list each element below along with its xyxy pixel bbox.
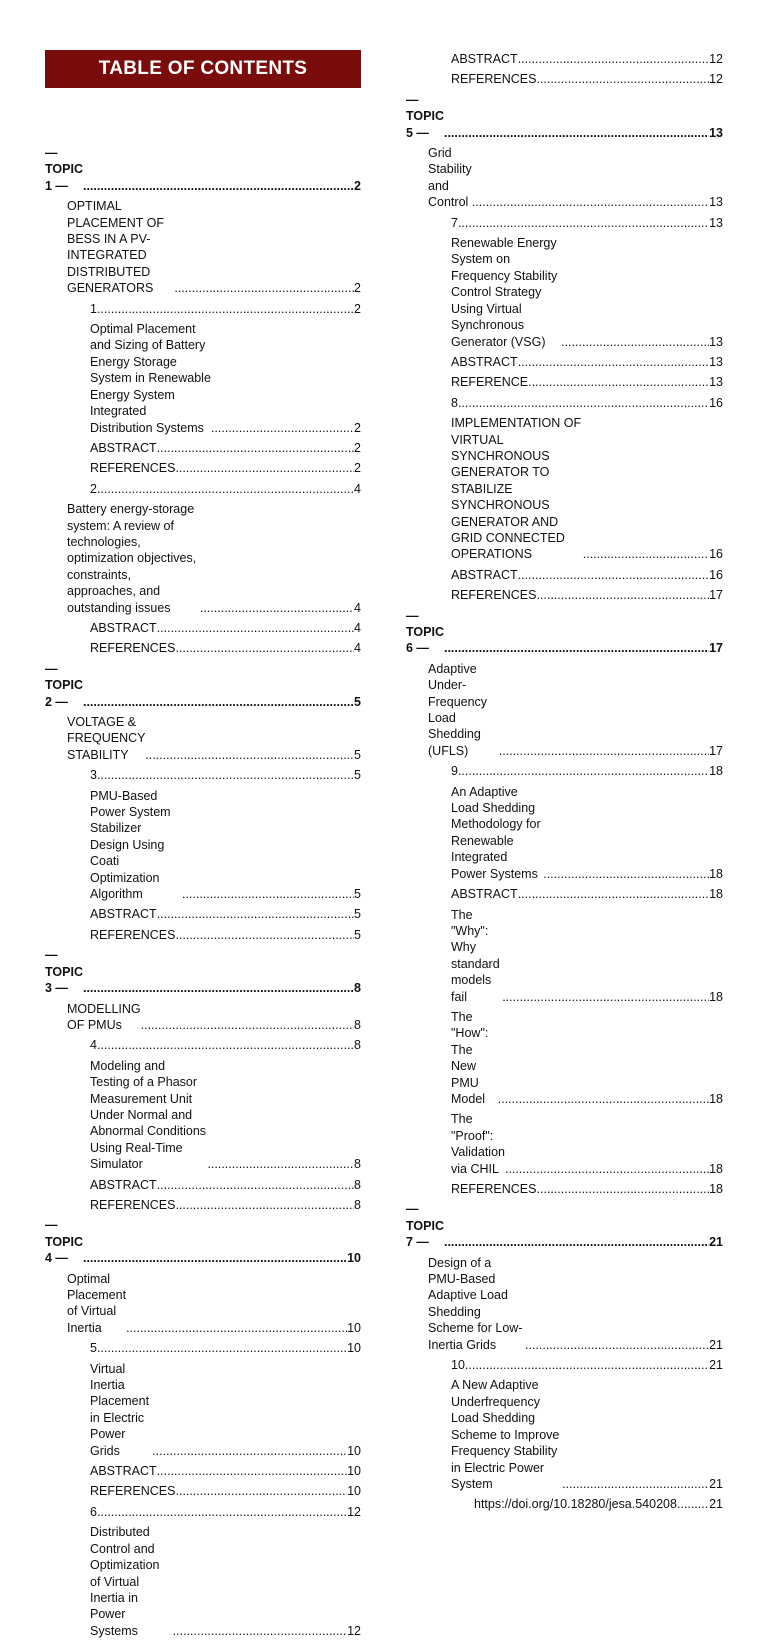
- toc-entry-text: 4: [90, 1038, 97, 1053]
- toc-page-number: 17: [709, 588, 723, 603]
- toc-page-number: 13: [709, 125, 723, 140]
- toc-dot-leader: [528, 374, 709, 390]
- toc-page-number: 18: [709, 989, 723, 1004]
- toc-dot-leader: [518, 51, 709, 67]
- toc-entry-text: REFERENCES: [451, 1182, 537, 1196]
- toc-page-number: 5: [354, 694, 361, 709]
- toc-entry-text: — TOPIC 2 —: [45, 661, 83, 709]
- toc-entry-text: 10: [451, 1358, 465, 1373]
- toc-entry[interactable]: [406, 1253, 723, 1355]
- toc-left-column: [45, 143, 361, 1641]
- toc-entry-text: Distributed Control and Optimization of Virtual Inertia in Power Systems: [90, 1525, 160, 1638]
- toc-page-number: 2: [354, 301, 361, 316]
- toc-entry-text: REFERENCES: [451, 588, 537, 603]
- toc-entry[interactable]: [45, 1522, 361, 1641]
- toc-entry[interactable]: [45, 319, 361, 438]
- toc-entry[interactable]: [45, 1175, 361, 1195]
- toc-entry-text: The "Proof": Validation via CHIL: [451, 1112, 505, 1176]
- toc-dot-leader: [83, 694, 354, 710]
- toc-dot-leader: [502, 989, 709, 1005]
- toc-page-number: 16: [709, 567, 723, 582]
- toc-page-number: 12: [709, 72, 723, 87]
- toc-entry-text: 5: [90, 1341, 97, 1356]
- toc-topic-entry[interactable]: [406, 1199, 723, 1252]
- toc-dot-leader: [83, 1250, 347, 1266]
- toc-dot-leader: [175, 1197, 354, 1213]
- toc-dot-leader: [211, 420, 354, 436]
- toc-entry-text: Optimal Placement and Sizing of Battery Energy Storage System in Renewable Energy System Integrated Distribution Systems: [90, 322, 211, 435]
- toc-dot-leader: [562, 1476, 709, 1492]
- toc-page-number: 2: [354, 420, 361, 435]
- toc-entry[interactable]: [406, 1007, 723, 1109]
- toc-page-number: 10: [347, 1341, 361, 1356]
- toc-page-number: 17: [709, 641, 723, 656]
- toc-entry-text: 3: [90, 768, 97, 783]
- toc-dot-leader: [97, 1340, 347, 1356]
- toc-entry[interactable]: [406, 352, 723, 372]
- toc-page-number: 4: [354, 641, 361, 656]
- toc-page-number: 5: [354, 768, 361, 783]
- toc-entry[interactable]: [406, 393, 723, 413]
- toc-entry[interactable]: [45, 499, 361, 618]
- toc-dot-leader: [157, 620, 354, 636]
- toc-entry-text: — TOPIC 4 —: [45, 1218, 83, 1266]
- toc-entry-text: A New Adaptive Underfrequency Load Shedding Scheme to Improve Frequency Stability in Electric Power System: [451, 1378, 560, 1491]
- toc-entry-text: MODELLING OF PMUs: [67, 1001, 141, 1032]
- toc-page-number: 21: [709, 1235, 723, 1250]
- toc-entry-text: — TOPIC 7 —: [406, 1202, 444, 1250]
- toc-entry-text: ABSTRACT: [451, 567, 518, 582]
- toc-title-banner: [45, 50, 361, 88]
- toc-dot-leader: [444, 125, 709, 141]
- toc-entry-text: The "Why": Why standard models fail: [451, 907, 500, 1004]
- toc-page-number: 16: [709, 547, 723, 562]
- toc-entry[interactable]: [406, 1109, 723, 1179]
- toc-page-number: 18: [709, 1091, 723, 1106]
- toc-dot-leader: [498, 1091, 709, 1107]
- toc-dot-leader: [157, 1177, 354, 1193]
- toc-entry[interactable]: [45, 299, 361, 319]
- toc-entry-text: — TOPIC 3 —: [45, 948, 83, 996]
- toc-entry-text: Adaptive Under-Frequency Load Shedding (UFLS): [428, 661, 488, 758]
- toc-page-number: 16: [709, 395, 723, 410]
- toc-entry-text: Virtual Inertia Placement in Electric Power Grids: [90, 1361, 150, 1458]
- toc-entry[interactable]: [45, 638, 361, 658]
- toc-topic-entry[interactable]: [406, 606, 723, 659]
- toc-entry-text: Battery energy-storage system: A review of technologies, optimization objectives, constraints, approaches, and outstanding issues: [67, 502, 197, 615]
- toc-entry[interactable]: [45, 1502, 361, 1522]
- toc-entry[interactable]: [45, 618, 361, 638]
- toc-dot-leader: [97, 1504, 347, 1520]
- toc-entry[interactable]: [45, 1195, 361, 1215]
- toc-dot-leader: [83, 178, 354, 194]
- toc-page-number: 4: [354, 481, 361, 496]
- toc-dot-leader: [472, 194, 709, 210]
- toc-page-number: 2: [354, 461, 361, 476]
- toc-page-number: 13: [709, 195, 723, 210]
- toc-entry[interactable]: [45, 1035, 361, 1055]
- toc-page-number: 2: [354, 440, 361, 455]
- toc-page-number: 13: [709, 215, 723, 230]
- toc-page-number: 2: [354, 178, 361, 193]
- toc-page-number: 4: [354, 620, 361, 635]
- toc-entry[interactable]: [45, 712, 361, 765]
- toc-page-number: 17: [709, 743, 723, 758]
- toc-entry[interactable]: [406, 884, 723, 904]
- toc-entry[interactable]: [45, 438, 361, 458]
- toc-entry[interactable]: [45, 904, 361, 924]
- toc-entry[interactable]: [406, 1375, 723, 1494]
- toc-entry[interactable]: [406, 905, 723, 1007]
- toc-page-number: 21: [709, 1358, 723, 1373]
- toc-page-number: 18: [709, 1161, 723, 1176]
- toc-dot-leader: [175, 1483, 347, 1499]
- toc-page-number: 5: [354, 907, 361, 922]
- toc-dot-leader: [444, 640, 709, 656]
- toc-page-number: 10: [347, 1251, 361, 1266]
- toc-entry[interactable]: [406, 69, 723, 89]
- toc-dot-leader: [518, 886, 709, 902]
- toc-topic-entry[interactable]: [45, 945, 361, 998]
- toc-entry-text: Design of a PMU-Based Adaptive Load Shedding Scheme for Low-Inertia Grids: [428, 1255, 523, 1352]
- toc-entry[interactable]: [45, 1359, 361, 1461]
- toc-entry-text: REFERENCE: [451, 375, 529, 390]
- toc-dot-leader: [458, 763, 709, 779]
- toc-dot-leader: [83, 980, 354, 996]
- toc-dot-leader: [97, 301, 354, 317]
- toc-page-number: 13: [709, 354, 723, 369]
- toc-dot-leader: [536, 587, 709, 603]
- toc-page-number: 12: [347, 1504, 361, 1519]
- toc-dot-leader: [157, 440, 354, 456]
- toc-dot-leader: [518, 567, 709, 583]
- toc-entry[interactable]: [45, 479, 361, 499]
- toc-entry-text: ABSTRACT: [90, 620, 157, 635]
- toc-dot-leader: [145, 747, 354, 763]
- toc-entry-text: REFERENCES: [90, 641, 176, 656]
- toc-entry-text: 8: [451, 395, 458, 410]
- toc-dot-leader: [157, 1463, 347, 1479]
- toc-page-number: 18: [709, 764, 723, 779]
- toc-topic-entry[interactable]: [45, 1215, 361, 1268]
- toc-dot-leader: [518, 354, 709, 370]
- toc-dot-leader: [175, 927, 354, 943]
- toc-page-number: 10: [347, 1443, 361, 1458]
- toc-right-column: [406, 49, 723, 1515]
- toc-dot-leader: [536, 71, 709, 87]
- toc-entry[interactable]: [406, 413, 723, 565]
- toc-entry[interactable]: [45, 765, 361, 785]
- toc-page-number: 10: [347, 1484, 361, 1499]
- toc-entry-text: ABSTRACT: [451, 52, 518, 66]
- toc-page-number: 21: [709, 1497, 723, 1512]
- toc-dot-leader: [505, 1161, 709, 1177]
- toc-entry[interactable]: [45, 1481, 361, 1501]
- toc-entry[interactable]: [45, 786, 361, 905]
- toc-page-number: 2: [354, 281, 361, 296]
- toc-page-number: 8: [354, 1197, 361, 1212]
- toc-entry-text: REFERENCES: [90, 1197, 176, 1212]
- toc-entry-text: The "How": The New PMU Model: [451, 1009, 489, 1106]
- toc-dot-leader: [207, 1156, 354, 1172]
- toc-entry-text: ABSTRACT: [90, 440, 157, 455]
- toc-entry-text: ABSTRACT: [451, 354, 518, 369]
- toc-entry-text: 2: [90, 481, 97, 496]
- toc-page-number: 10: [347, 1464, 361, 1479]
- toc-entry-text: PMU-Based Power System Stabilizer Design Using Coati Optimization Algorithm: [90, 788, 171, 902]
- toc-page-number: 10: [347, 1320, 361, 1335]
- toc-entry-text: Optimal Placement of Virtual Inertia: [67, 1271, 127, 1335]
- toc-dot-leader: [583, 546, 709, 562]
- toc-entry-text: An Adaptive Load Shedding Methodology for Renewable Integrated Power Systems: [451, 784, 541, 881]
- toc-entry[interactable]: [406, 1355, 723, 1375]
- toc-entry-text: 1: [90, 301, 97, 316]
- toc-page-number: 21: [709, 1337, 723, 1352]
- toc-entry[interactable]: [45, 196, 361, 298]
- toc-dot-leader: [561, 334, 709, 350]
- toc-dot-leader: [97, 481, 354, 497]
- toc-entry-text: OPTIMAL PLACEMENT OF BESS IN A PV-INTEGRATED DISTRIBUTED GENERATORS: [67, 199, 165, 296]
- toc-entry-text: VOLTAGE & FREQUENCY STABILITY: [67, 715, 146, 762]
- toc-entry[interactable]: [406, 213, 723, 233]
- toc-entry[interactable]: [406, 782, 723, 884]
- toc-entry-text: 6: [90, 1504, 97, 1519]
- toc-entry[interactable]: [406, 565, 723, 585]
- toc-entry-text: 7: [451, 215, 458, 230]
- toc-entry-text: 9: [451, 764, 458, 779]
- toc-entry-text: ABSTRACT: [90, 1464, 157, 1479]
- toc-entry[interactable]: [406, 49, 723, 69]
- toc-entry[interactable]: [406, 1494, 723, 1514]
- toc-entry[interactable]: [45, 999, 361, 1036]
- toc-page-number: 18: [709, 866, 723, 881]
- toc-dot-leader: [458, 215, 709, 231]
- toc-dot-leader: [173, 1623, 347, 1639]
- toc-title: TABLE OF CONTENTS: [98, 57, 308, 79]
- toc-entry-text: REFERENCES: [451, 72, 537, 87]
- toc-entry[interactable]: [45, 458, 361, 478]
- toc-entry-text: REFERENCES: [90, 461, 176, 476]
- toc-page-number: 12: [347, 1623, 361, 1638]
- toc-page-number: 18: [709, 1182, 723, 1196]
- toc-page-number: 8: [354, 1177, 361, 1192]
- toc-page-number: 8: [354, 1017, 361, 1032]
- toc-page-number: 21: [709, 1476, 723, 1491]
- toc-dot-leader: [444, 1234, 709, 1250]
- toc-page-number: 18: [709, 887, 723, 902]
- toc-dot-leader: [200, 600, 354, 616]
- toc-entry[interactable]: [406, 1179, 723, 1199]
- toc-entry-text: IMPLEMENTATION OF VIRTUAL SYNCHRONOUS GENERATOR TO STABILIZE SYNCHRONOUS GENERATOR AND GRID CONNECTED OPERATIONS: [451, 416, 582, 562]
- toc-dot-leader: [97, 767, 354, 783]
- toc-entry-text: — TOPIC 6 —: [406, 608, 444, 656]
- toc-topic-entry[interactable]: [45, 143, 361, 196]
- toc-dot-leader: [97, 1037, 354, 1053]
- toc-page-number: 5: [354, 927, 361, 942]
- toc-dot-leader: [157, 906, 354, 922]
- toc-page-number: 5: [354, 887, 361, 902]
- toc-dot-leader: [141, 1017, 354, 1033]
- toc-entry-text: Modeling and Testing of a Phasor Measurement Unit Under Normal and Abnormal Conditions Using Real-Time Simulator: [90, 1058, 207, 1172]
- toc-dot-leader: [536, 1181, 709, 1197]
- toc-dot-leader: [175, 460, 354, 476]
- toc-dot-leader: [174, 280, 354, 296]
- toc-dot-leader: [458, 395, 709, 411]
- toc-dot-leader: [543, 866, 709, 882]
- toc-topic-entry[interactable]: [45, 659, 361, 712]
- toc-dot-leader: [152, 1443, 347, 1459]
- toc-dot-leader: [677, 1496, 709, 1512]
- toc-dot-leader: [182, 886, 354, 902]
- toc-dot-leader: [175, 640, 354, 656]
- toc-page-number: 13: [709, 375, 723, 390]
- toc-entry-text: REFERENCES: [90, 1484, 176, 1499]
- toc-dot-leader: [126, 1320, 347, 1336]
- toc-entry[interactable]: [45, 925, 361, 945]
- toc-entry[interactable]: [45, 1269, 361, 1339]
- toc-entry[interactable]: [45, 1056, 361, 1175]
- toc-entry-text: REFERENCES: [90, 927, 176, 942]
- toc-entry[interactable]: [406, 659, 723, 761]
- toc-page-number: 12: [709, 52, 723, 66]
- toc-entry[interactable]: [406, 585, 723, 605]
- toc-entry[interactable]: [406, 143, 723, 213]
- toc-page-number: 5: [354, 747, 361, 762]
- toc-page-number: 13: [709, 334, 723, 349]
- toc-entry[interactable]: [45, 1461, 361, 1481]
- toc-page-number: 8: [354, 1038, 361, 1053]
- toc-entry-text: Renewable Energy System on Frequency Stability Control Strategy Using Virtual Synchronous Generator (VSG): [451, 236, 558, 349]
- toc-entry-text: https://doi.org/10.18280/jesa.540208: [474, 1497, 677, 1512]
- toc-dot-leader: [465, 1357, 709, 1373]
- toc-dot-leader: [499, 743, 709, 759]
- toc-page-number: 8: [354, 1157, 361, 1172]
- toc-entry[interactable]: [45, 1338, 361, 1358]
- toc-entry-text: ABSTRACT: [451, 887, 518, 902]
- toc-entry-text: — TOPIC 1 —: [45, 146, 83, 193]
- toc-entry[interactable]: [406, 233, 723, 352]
- toc-dot-leader: [525, 1337, 709, 1353]
- toc-topic-entry[interactable]: [406, 90, 723, 143]
- toc-entry[interactable]: [406, 761, 723, 781]
- toc-entry[interactable]: [406, 372, 723, 392]
- toc-entry-text: Grid Stability and Control: [428, 146, 472, 210]
- toc-entry-text: ABSTRACT: [90, 1177, 157, 1192]
- toc-entry-text: — TOPIC 5 —: [406, 92, 444, 140]
- toc-page-number: 8: [354, 981, 361, 996]
- toc-page-number: 4: [354, 600, 361, 615]
- toc-entry-text: ABSTRACT: [90, 907, 157, 922]
